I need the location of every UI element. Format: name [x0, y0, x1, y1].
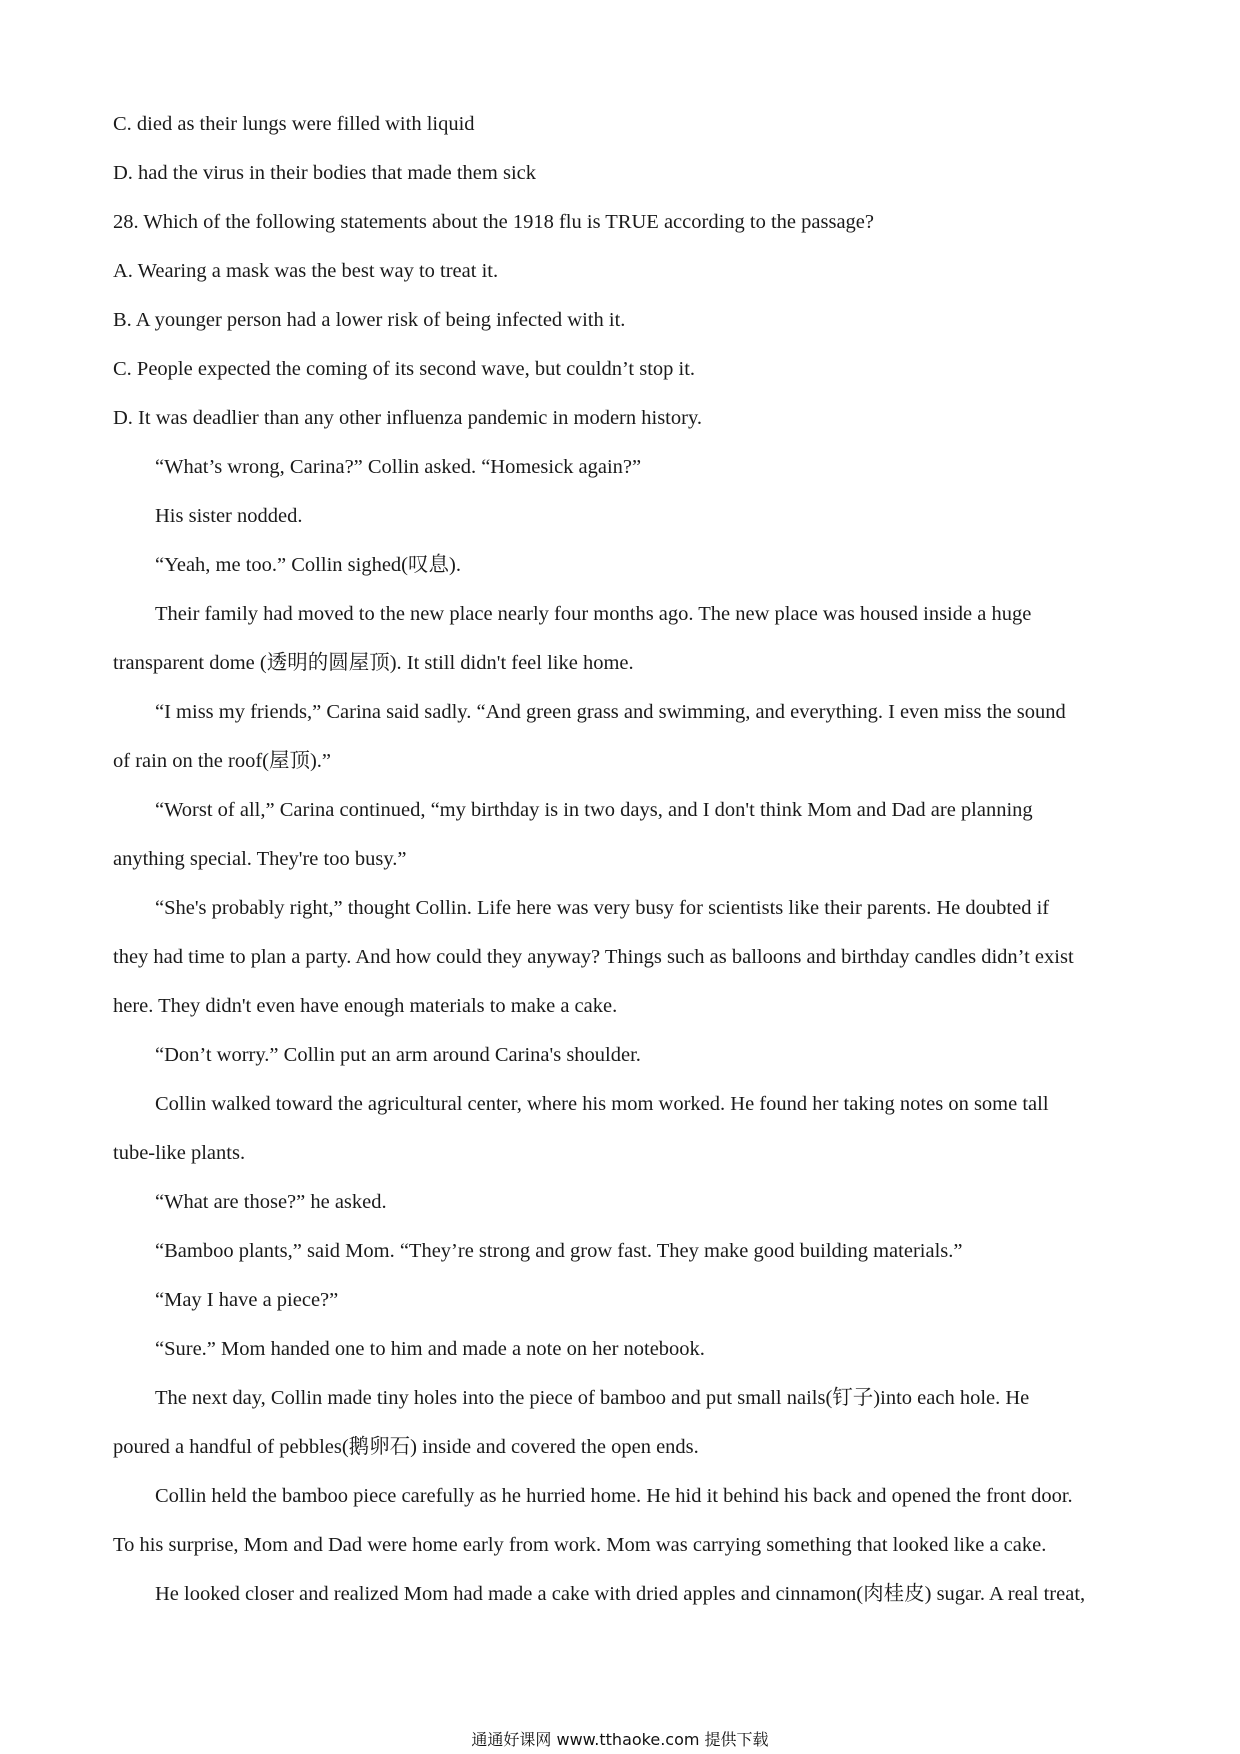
text-line: D. It was deadlier than any other influenza pandemic in modern history.	[113, 407, 702, 429]
text-line: anything special. They're too busy.”	[113, 848, 407, 870]
text-line: B. A younger person had a lower risk of being infected with it.	[113, 309, 626, 331]
text-line: Collin walked toward the agricultural center, where his mom worked. He found her taking notes on some tall	[155, 1093, 1049, 1115]
text-line: transparent dome (透明的圆屋顶). It still didn't feel like home.	[113, 652, 634, 674]
text-line: To his surprise, Mom and Dad were home early from work. Mom was carrying something that looked like a cake.	[113, 1534, 1047, 1556]
text-line: “May I have a piece?”	[155, 1289, 339, 1311]
text-line: His sister nodded.	[155, 505, 303, 527]
text-line: poured a handful of pebbles(鹅卵石) inside and covered the open ends.	[113, 1436, 699, 1458]
document-body	[113, 100, 1135, 1619]
text-line: “Don’t worry.” Collin put an arm around Carina's shoulder.	[155, 1044, 641, 1066]
text-line: tube-like plants.	[113, 1142, 246, 1164]
text-line: Collin held the bamboo piece carefully as he hurried home. He hid it behind his back and opened the front door.	[155, 1485, 1073, 1507]
text-line: “Bamboo plants,” said Mom. “They’re strong and grow fast. They make good building materials.”	[155, 1240, 963, 1262]
text-line: The next day, Collin made tiny holes into the piece of bamboo and put small nails(钉子)into each hole. He	[155, 1387, 1030, 1409]
text-line: C. People expected the coming of its second wave, but couldn’t stop it.	[113, 358, 696, 380]
text-line: “She's probably right,” thought Collin. Life here was very busy for scientists like their parents. He doubted if	[155, 897, 1050, 919]
text-line: “Sure.” Mom handed one to him and made a note on her notebook.	[155, 1338, 705, 1360]
text-line: Their family had moved to the new place nearly four months ago. The new place was housed inside a huge	[155, 603, 1032, 625]
text-line: they had time to plan a party. And how could they anyway? Things such as balloons and birthday candles didn’t exist	[113, 946, 1074, 968]
text-line: of rain on the roof(屋顶).”	[113, 750, 332, 772]
text-line: “What’s wrong, Carina?” Collin asked. “Homesick again?”	[155, 456, 642, 478]
page-footer: 通通好课网 www.tthaoke.com 提供下载	[471, 1730, 769, 1749]
text-line: He looked closer and realized Mom had made a cake with dried apples and cinnamon(肉桂皮) sugar. A real treat,	[155, 1583, 1086, 1605]
text-line: “What are those?” he asked.	[155, 1191, 387, 1213]
text-line: A. Wearing a mask was the best way to treat it.	[113, 260, 499, 282]
text-line: “Yeah, me too.” Collin sighed(叹息).	[155, 554, 461, 576]
text-line: “Worst of all,” Carina continued, “my birthday is in two days, and I don't think Mom and Dad are planning	[155, 799, 1033, 821]
text-line: C. died as their lungs were filled with liquid	[113, 113, 475, 135]
text-line: “I miss my friends,” Carina said sadly. “And green grass and swimming, and everything. I even miss the sound	[155, 701, 1066, 723]
text-line: here. They didn't even have enough materials to make a cake.	[113, 995, 618, 1017]
text-line: 28. Which of the following statements about the 1918 flu is TRUE according to the passage?	[113, 211, 874, 233]
text-line: D. had the virus in their bodies that made them sick	[113, 162, 537, 184]
